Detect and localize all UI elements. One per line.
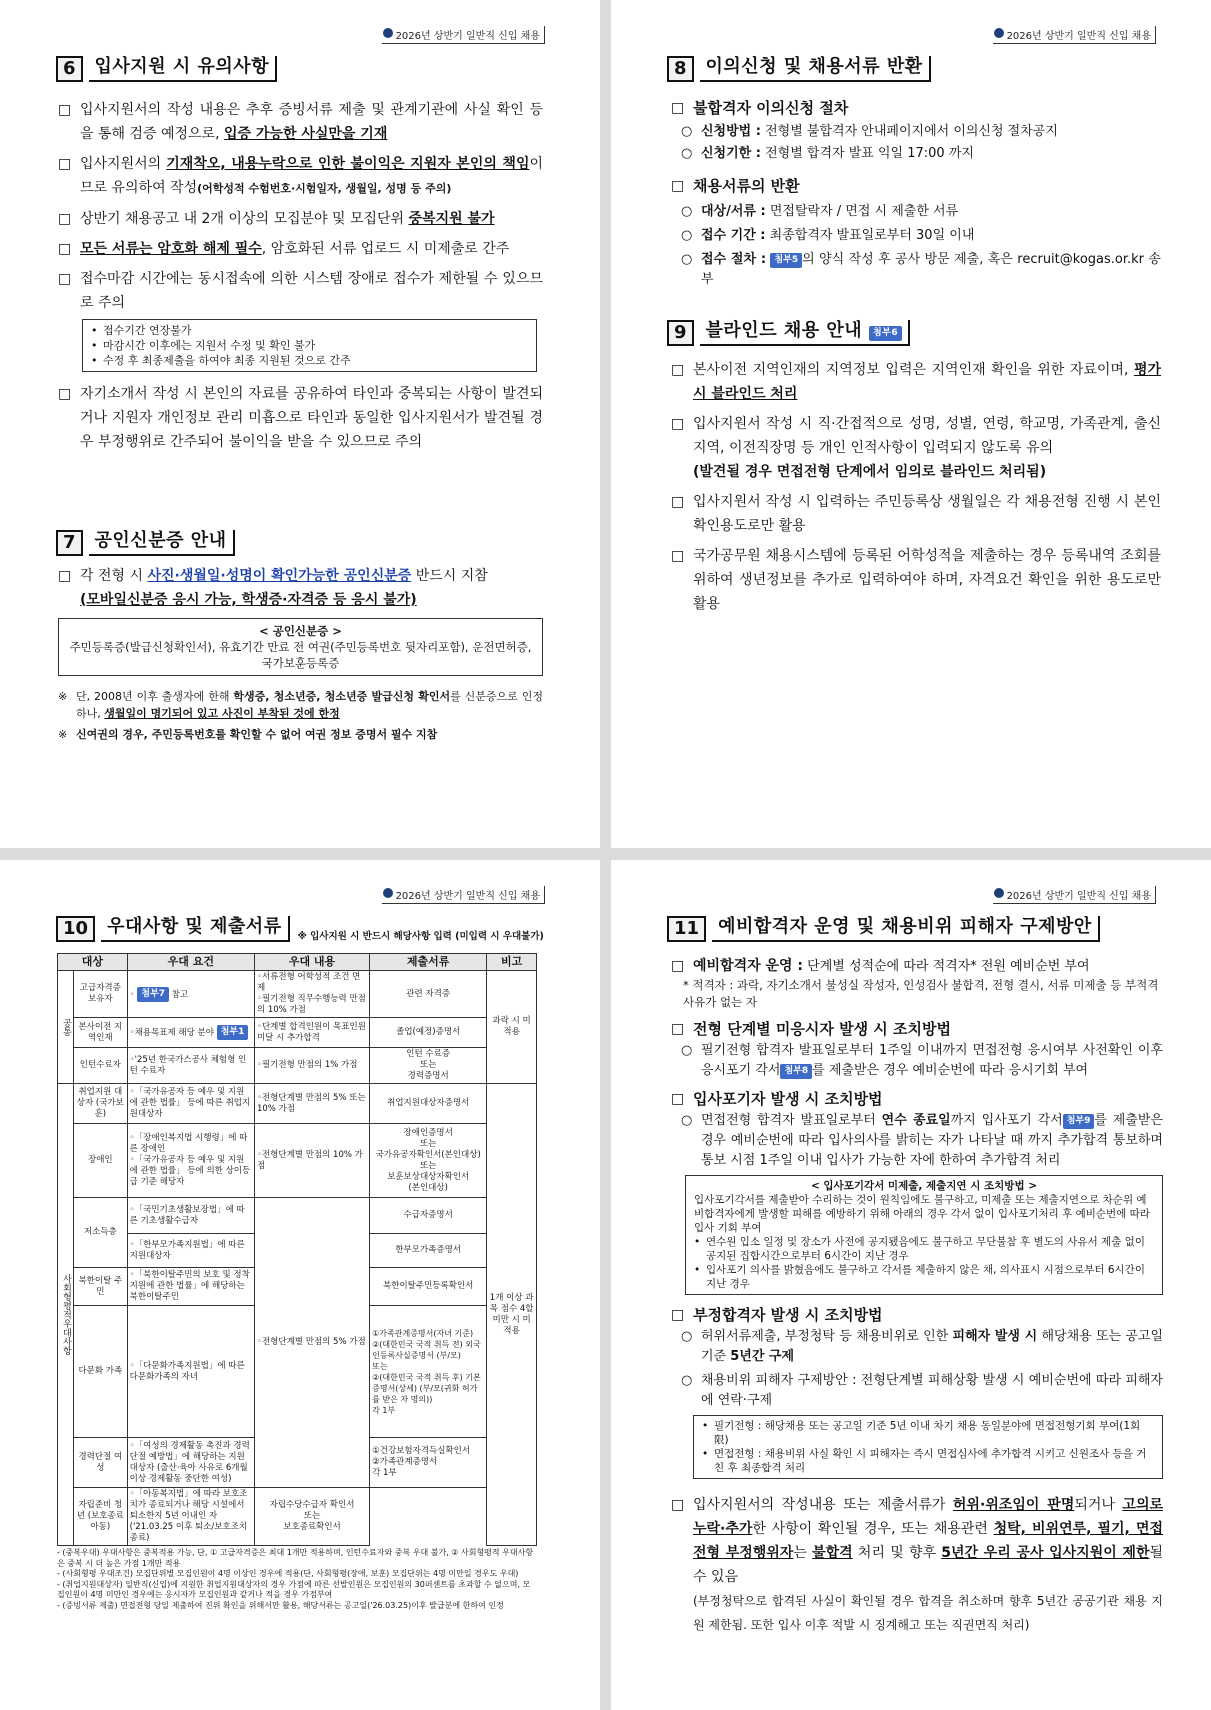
text-emph: 평가 시 블라인드 처리 xyxy=(693,362,1161,402)
text: 입사지원서의 작성 내용은 추후 증빙서류 제출 및 관계기관에 사실 확인 등을 통해 검증 예정으로, xyxy=(80,102,543,142)
table-header-row xyxy=(58,954,537,971)
text-emph: 사진·생월일·성명이 확인가능한 공인신분증 xyxy=(147,568,412,584)
text-emph: 5년간 구제 xyxy=(730,1349,795,1364)
table-row xyxy=(58,1018,537,1048)
table-row xyxy=(58,971,537,1018)
document-cell: 장애인증명서 또는 국가유공자확인서(본인대상) 또는 보훈보상대상자확인서 (본인대상) xyxy=(370,1124,487,1198)
section-6-body xyxy=(58,98,543,460)
column-header: 우대 내용 xyxy=(254,954,369,971)
column-header: 제출서류 xyxy=(370,954,487,971)
text: 전형 단계별 미응시자 발생 시 조치방법 xyxy=(693,1020,951,1038)
text: 입사지원서 작성 시 직·간접적으로 성명, 성별, 연령, 학교명, 가족관계, 출신지역, 이전직장명 등 개인 인적사항이 입력되지 않도록 유의 xyxy=(693,416,1161,456)
sub-heading xyxy=(671,1017,1163,1041)
document-cell: 북한이탈주민등록확인서 xyxy=(370,1268,487,1306)
table-footnotes xyxy=(57,1548,537,1611)
box-title: < 입사포기각서 미제출, 제출지연 시 조치방법 > xyxy=(810,1180,1038,1192)
table-row xyxy=(58,1048,537,1084)
section-title: 예비합격자 운영 및 채용비위 피해자 구제방안 xyxy=(712,916,1100,942)
text-emph: (모바일신분증 응시 가능, 학생증·자격증 등 응시 불가) xyxy=(80,592,417,608)
page-2 xyxy=(611,0,1211,848)
section-7-body xyxy=(58,564,543,747)
text-emph: (발견될 경우 면접전형 단계에서 임의로 블라인드 처리됨) xyxy=(693,464,1047,480)
text: 채용서류의 반환 xyxy=(693,177,800,195)
attachment-tag: 첨부9 xyxy=(1063,1114,1095,1129)
page-3 xyxy=(0,860,600,1710)
list-item xyxy=(681,1371,1163,1411)
section-10-heading xyxy=(56,916,544,942)
group-label: 사회형평적우대사항 xyxy=(58,1084,74,1546)
list-item xyxy=(58,237,543,261)
benefit-cell: ◦단계별 합격인원이 목표인원 미달 시 추가합격 xyxy=(254,1018,369,1048)
section-6-heading xyxy=(56,56,277,82)
text: 면접전형 합격자 발표일로부터 xyxy=(701,1113,882,1128)
section-title: 이의신청 및 채용서류 반환 xyxy=(700,56,931,82)
notice-box xyxy=(82,319,537,372)
section-title: 입사지원 시 유의사항 xyxy=(89,56,278,82)
box-title: < 공인신분증 > xyxy=(259,624,342,638)
page-1 xyxy=(0,0,600,848)
header-label: 2026년 상반기 일반직 신입 채용 xyxy=(382,26,545,44)
list-item: • 마감시간 이후에는 지원서 수정 및 확인 불가 xyxy=(91,338,528,353)
list-item xyxy=(681,202,1161,222)
preference-table xyxy=(57,953,537,1546)
list-item xyxy=(681,122,1161,142)
list-item xyxy=(681,250,1161,290)
group-label: 공통 xyxy=(58,971,74,1084)
note: (부정청탁으로 합격된 사실이 확인될 경우 합격을 취소하며 향후 5년간 공공기관 채용 지원 제한됨. 또한 입사 이후 적발 시 징계해고 또는 직권면직 처리) xyxy=(693,1594,1163,1632)
text: 처리 및 향후 xyxy=(852,1545,942,1561)
text: 채용비위 피해자 구제방안 : 전형단계별 피해상황 발생 시 예비순번에 따라 피해자에 연락·구제 xyxy=(701,1373,1163,1408)
section-number: 6 xyxy=(56,56,83,82)
benefit-cell: ◦전형단계별 만점의 10% 가점 xyxy=(254,1124,369,1198)
target-cell: 북한이탈 주민 xyxy=(74,1268,128,1306)
attachment-tag: 첨부8 xyxy=(780,1064,812,1079)
requirement-cell: ◦「북한이탈주민의 보호 및 정착지원에 관한 법률」에 해당하는 북한이탈주민 xyxy=(127,1268,254,1306)
text: ◦채용목표제 해당 분야 xyxy=(129,1028,217,1038)
id-card-box xyxy=(58,618,543,676)
text-emph: 피해자 발생 시 xyxy=(952,1329,1038,1344)
text: 자기소개서 작성 시 본인의 자료를 공유하여 타인과 중복되는 사항이 발견되거나 지원자 개인정보 관리 미흡으로 타인과 동일한 입사지원서가 발견될 경우 부정행위로 간주되어 불이익을 받을 수 있으므로 주의 xyxy=(80,386,543,450)
list-item xyxy=(681,1327,1163,1367)
section-11-heading xyxy=(667,916,1100,942)
list-item: • 면접전형 : 채용비위 사실 확인 시 피해자는 즉시 면접심사에 추가합격 시키고 신원조사 등을 거친 후 최종합격 처리 xyxy=(702,1447,1154,1475)
notice-box xyxy=(685,1175,1163,1295)
label: 신청기한 : xyxy=(701,146,761,161)
list-item xyxy=(681,144,1161,164)
section-8-body xyxy=(671,96,1161,294)
list-item xyxy=(681,1041,1163,1081)
remark-cell: 과락 시 미적용 xyxy=(487,971,537,1084)
column-header: 대상 xyxy=(58,954,128,971)
note xyxy=(58,726,543,743)
table-row xyxy=(58,1084,537,1124)
section-8-heading xyxy=(667,56,931,82)
list-item xyxy=(681,226,1161,246)
text-emph: 생월일이 명기되어 있고 사진이 부착된 것에 한정 xyxy=(104,707,340,720)
list-item xyxy=(58,207,543,231)
text: 최종합격자 발표일로부터 30일 이내 xyxy=(769,228,975,243)
section-9-heading xyxy=(667,320,910,346)
text: 각 전형 시 xyxy=(80,568,148,584)
note-mark: ※ xyxy=(58,728,68,741)
text: 전형별 합격자 발표 익일 17:00 까지 xyxy=(765,146,974,161)
requirement-cell: ◦「다문화가족지원법」에 따른 다문화가족의 자녀 xyxy=(127,1306,254,1438)
text-emph: 고의로 누락·추가 xyxy=(693,1497,1163,1537)
table-row xyxy=(58,1198,537,1234)
text: 부정합격자 발생 시 조치방법 xyxy=(693,1306,883,1324)
column-header: 우대 요건 xyxy=(127,954,254,971)
requirement-cell: ◦「한부모가족지원법」에 따른 지원대상자 xyxy=(127,1234,254,1268)
box-body: 입사포기각서를 제출받아 수리하는 것이 원칙임에도 불구하고, 미제출 또는 제출지연으로 차순위 예비합격자에게 발생할 피해를 예방하기 위해 아래의 경우 각서 없이 입사포기처리 후 예비순번에 따라 입사 기회 부여 xyxy=(694,1194,1150,1234)
list-item xyxy=(58,564,543,612)
requirement-cell: ◦'25년 한국가스공사 체험형 인턴 수료자 xyxy=(127,1048,254,1084)
target-cell: 경력단절 여성 xyxy=(74,1438,128,1488)
document-cell: 수급자증명서 xyxy=(370,1198,487,1234)
target-cell: 인턴수료자 xyxy=(74,1048,128,1084)
section-number: 8 xyxy=(667,56,694,82)
footnote: - (중복우대) 우대사항은 중복적용 가능, 단, ① 고급자격증은 최대 1개만 적용하며, 인턴수료자와 중복 우대 불가, ② 사회형평적 우대사항은 중복 시 더 높은 가점 1개만 적용 xyxy=(57,1548,534,1568)
table-row xyxy=(58,1124,537,1198)
label: 대상/서류 : xyxy=(701,204,766,219)
label: 예비합격자 운영 : xyxy=(693,958,804,974)
target-cell: 취업지원 대상자 (국가보훈) xyxy=(74,1084,128,1124)
target-cell: 본사이전 지역인재 xyxy=(74,1018,128,1048)
attachment-tag: 첨부7 xyxy=(137,987,169,1002)
list-item xyxy=(671,1493,1163,1637)
text: 입사지원서의 xyxy=(80,156,167,172)
text: 국가공무원 채용시스템에 등록된 어학성적을 제출하는 경우 등록내역 조회를 위하여 생년정보를 추가로 입력하여야 하며, 자격요건 확인을 위한 용도로만 활용 xyxy=(693,548,1161,612)
remark-cell: 1개 이상 과목 점수 4할미만 시 미적용 xyxy=(487,1084,537,1546)
requirement-cell: ◦「아동복지법」에 따라 보호조치가 종료되거나 해당 시설에서 퇴소한지 5년 이내인 자 ('21.03.25 이후 퇴소/보호조치 종료) xyxy=(127,1488,254,1546)
section-subtitle: ※ 입사지원 시 반드시 해당사항 입력 (미입력 시 우대불가) xyxy=(297,931,544,942)
text: 접수마감 시간에는 동시접속에 의한 시스템 장애로 접수가 제한될 수 있으므로 주의 xyxy=(80,271,543,311)
benefit-cell: ◦필기전형 만점의 1% 가점 xyxy=(254,1048,369,1084)
header-label: 2026년 상반기 일반직 신입 채용 xyxy=(993,26,1156,44)
document-cell: ①건강보험자격득실확인서 ②가족관계증명서 각 1부 xyxy=(370,1438,487,1488)
text: 는 xyxy=(793,1545,813,1561)
text: 상반기 채용공고 내 2개 이상의 모집분야 및 모집단위 xyxy=(80,211,409,227)
document-cell: 자립수당수급자 확인서 또는 보호종료확인서 xyxy=(254,1488,369,1546)
list-item xyxy=(671,358,1161,406)
section-title: 공인신분증 안내 xyxy=(89,530,235,556)
text: 면접탈락자 / 면접 시 제출한 서류 xyxy=(769,204,959,219)
header-label: 2026년 상반기 일반직 신입 채용 xyxy=(382,886,545,904)
target-cell: 장애인 xyxy=(74,1124,128,1198)
preference-table-wrap xyxy=(57,953,537,1611)
text-emph: 모든 서류는 암호화 해제 필수 xyxy=(80,241,262,257)
label: 신청방법 : xyxy=(701,124,761,139)
text: , 암호화된 서류 업로드 시 미제출로 간주 xyxy=(261,241,510,257)
text: 참고 xyxy=(169,989,189,1000)
target-cell: 다문화 가족 xyxy=(74,1306,128,1438)
text-emph: (어학성적 수험번호·시험일자, 생월일, 성명 등 주의) xyxy=(197,182,452,195)
text: 의 양식 작성 후 공사 방문 제출, 혹은 recruit@kogas.or.kr 송부 xyxy=(701,252,1161,287)
requirement-cell: ◦「여성의 경제활동 촉진과 경력단절 예방법」에 해당하는 지원대상자 (출산·육아 사유로 6개월 이상 경제활동 중단한 여성) xyxy=(127,1438,254,1488)
note-mark: ※ xyxy=(58,690,68,703)
text: 단, 2008년 이후 출생자에 한해 xyxy=(76,690,234,703)
note: * 적격자 : 과락, 자기소개서 불성실 작성자, 인성검사 불합격, 전형 결시, 서류 미제출 등 부적격 사유가 없는 자 xyxy=(683,978,1159,1009)
document-cell: 관련 자격증 xyxy=(370,971,487,1018)
section-title xyxy=(700,320,911,346)
text: 를 제출받은 경우 예비순번에 따라 응시기회 부여 xyxy=(812,1063,1089,1078)
sub-heading xyxy=(671,1303,1163,1327)
sub-heading xyxy=(671,1087,1163,1111)
header-label: 2026년 상반기 일반직 신입 채용 xyxy=(993,886,1156,904)
list-item xyxy=(671,544,1161,616)
text: 한 사항이 확인될 경우, 또는 채용관련 xyxy=(752,1521,994,1537)
text: 블라인드 채용 안내 xyxy=(705,320,863,341)
target-cell: 저소득층 xyxy=(74,1198,128,1268)
footnote: - (증빙서류 제출) 면접전형 당일 제출하여 진위 확인을 위해서만 활용, 해당서류는 공고일('26.03.25)이후 발급분에 한하여 인정 xyxy=(57,1600,504,1610)
section-title xyxy=(101,916,290,942)
page-4 xyxy=(611,860,1211,1710)
attachment-tag: 첨부6 xyxy=(869,326,902,341)
text: 단계별 성적순에 따라 적격자* 전원 예비순번 부여 xyxy=(803,959,1090,974)
list-item xyxy=(58,267,543,315)
sub-heading xyxy=(671,96,1161,120)
text: 입사지원서 작성 시 입력하는 주민등록상 생월일은 각 채용전형 진행 시 본인 확인용도로만 활용 xyxy=(693,494,1161,534)
text: 필기전형 합격자 발표일로부터 1주일 이내까지 면접전형 응시여부 사전확인 이후 응시포기 각서 xyxy=(701,1043,1163,1078)
text: 전형별 불합격자 안내페이지에서 이의신청 절차공지 xyxy=(765,124,1058,139)
list-item xyxy=(671,412,1161,484)
text: 불합격자 이의신청 절차 xyxy=(693,99,849,117)
benefit-cell: ◦전형단계별 만점의 5% 또는 10% 가점 xyxy=(254,1084,369,1124)
text: 까지 입사포기 각서 xyxy=(950,1113,1063,1128)
text-emph: 중복지원 불가 xyxy=(408,211,495,227)
text: 를 신분증으로 인정하나, xyxy=(76,690,543,720)
benefit-cell: ◦전형단계별 만점의 5% 가점 xyxy=(254,1198,369,1488)
text-emph: 학생증, 청소년증, 청소년증 발급신청 확인서 xyxy=(233,690,451,703)
text: 해당채용 또는 공고일 기준 xyxy=(701,1329,1164,1364)
footnote: - (취업지원대상자) 일반직(신입)에 지원한 취업지원대상자의 경우 가점에 따른 선발인원은 모집인원의 30퍼센트를 초과할 수 없으며, 모집인원이 4명 미만인 경우에는 응시자가 모집인원과 같거나 적을 경우 가점부여 xyxy=(57,1579,531,1599)
benefit-cell: ◦서류전형 어학성적 조건 면제 ◦필기전형 직무수행능력 만점의 10% 가점 xyxy=(254,971,369,1018)
section-number: 7 xyxy=(56,530,83,556)
requirement-cell xyxy=(127,1018,254,1048)
list-item: • 연수원 입소 일정 및 장소가 사전에 공지됐음에도 불구하고 무단불참 후 별도의 사유서 제출 없이 공지된 집합시간으로부터 6시간이 지난 경우 xyxy=(694,1235,1154,1263)
text: 되거나 xyxy=(1074,1497,1123,1513)
text-emph: 신여권의 경우, 주민등록번호를 확인할 수 없어 여권 정보 증명서 필수 지참 xyxy=(76,728,438,741)
note xyxy=(58,688,543,722)
text: 반드시 지참 xyxy=(411,568,488,584)
text-emph: 청탁, 비위연루, 필기, 면접전형 부정행위자 xyxy=(693,1521,1163,1561)
list-item: • 필기전형 : 해당채용 또는 공고일 기준 5년 이내 차기 채용 동일분야에 면접전형기회 부여(1회 限) xyxy=(702,1419,1154,1447)
column-header: 비고 xyxy=(487,954,537,971)
document-cell: 졸업(예정)증명서 xyxy=(370,1018,487,1048)
text: 될 수 있음 xyxy=(693,1545,1163,1585)
text: 를 제출받은 경우 예비순번에 따라 입사의사를 밝히는 자가 나타날 때 까지 추가합격 통보하며 통보 시점 1주일 이내 입사가 가능한 자에 한하여 추가합격 처리 xyxy=(701,1113,1163,1168)
list-item: • 수정 후 최종제출을 하여야 최종 지원된 것으로 간주 xyxy=(91,353,528,368)
remedy-box xyxy=(693,1415,1163,1479)
box-body: 주민등록증(발급신청확인서), 유효기간 만료 전 여권(주민등록번호 뒷자리포함), 운전면허증, 국가보훈등록증 xyxy=(69,640,532,670)
text: 입사지원서의 작성내용 또는 제출서류가 xyxy=(693,1497,953,1513)
section-number: 11 xyxy=(667,916,706,942)
requirement-cell: ◦「국민기초생활보장법」에 따른 기초생활수급자 xyxy=(127,1198,254,1234)
list-item xyxy=(681,1111,1163,1171)
target-cell: 고급자격증 보유자 xyxy=(74,971,128,1018)
label: 접수 기간 : xyxy=(701,228,766,243)
document-cell: 한부모가족증명서 xyxy=(370,1234,487,1268)
target-cell: 자립준비 청년 (보호종료 아동) xyxy=(74,1488,128,1546)
section-number: 10 xyxy=(56,916,95,942)
list-item xyxy=(58,98,543,146)
section-9-body xyxy=(671,358,1161,622)
text: 본사이전 지역인재의 지역정보 입력은 지역인재 확인을 위한 자료이며, xyxy=(693,362,1134,378)
text-emph: 기재착오, 내용누락으로 인한 불이익은 지원자 본인의 책임 xyxy=(166,156,530,172)
document-cell: ①가족관계증명서(자녀 기준) ②(대한민국 국적 취득 전) 외국인등록사실증명서 (부/모) 또는 ②(대한민국 국적 취득 후) 기본증명서(상세) (부/모(귀화 허가를 받은 자 명의)) 각 1부 xyxy=(370,1306,487,1438)
document-cell: 인턴 수료증 또는 경력증명서 xyxy=(370,1048,487,1084)
attachment-tag: 첨부1 xyxy=(217,1025,249,1040)
requirement-cell: ◦「장애인복지법 시행령」에 따른 장애인 ◦「국가유공자 등 예우 및 지원에 관한 법률」 등에 의한 상이등급 기준 해당자 xyxy=(127,1124,254,1198)
list-item xyxy=(671,956,1163,977)
section-number: 9 xyxy=(667,320,694,346)
section-11-body xyxy=(671,956,1163,1643)
text-emph: 불합격 xyxy=(812,1545,853,1561)
text: 이므로 유의하여 작성 xyxy=(80,156,543,196)
sub-heading xyxy=(671,174,1161,198)
label: 접수 절차 : xyxy=(701,252,767,267)
text-emph: 허위·위조임이 판명 xyxy=(952,1497,1075,1513)
text: 우대사항 및 제출서류 xyxy=(107,916,282,937)
section-7-heading xyxy=(56,530,235,556)
list-item: • 접수기간 연장불가 xyxy=(91,323,528,338)
footnote: - (사회형평 우대조건) 모집단위별 모집인원이 4명 이상인 경우에 적용(단, 사회형평(장애, 보훈) 모집단위는 4명 미만일 경우도 우대) xyxy=(57,1569,519,1578)
document-cell: 취업지원대상자증명서 xyxy=(370,1084,487,1124)
text: 허위서류제출, 부정청탁 등 채용비위로 인한 xyxy=(701,1329,953,1344)
text-emph: 5년간 우리 공사 입사지원이 제한 xyxy=(941,1545,1150,1561)
text: 입사포기자 발생 시 조치방법 xyxy=(693,1090,883,1108)
attachment-tag: 첨부5 xyxy=(770,253,802,268)
list-item: • 입사포기 의사를 밝혔음에도 불구하고 각서를 제출하지 않은 채, 의사표시 시점으로부터 6시간이 지난 경우 xyxy=(694,1263,1154,1291)
list-item xyxy=(58,382,543,454)
text-emph: 연수 종료일 xyxy=(881,1113,951,1128)
requirement-cell: ◦「국가유공자 등 예우 및 지원에 관한 법률」 등에 따른 취업지원대상자 xyxy=(127,1084,254,1124)
list-item xyxy=(671,490,1161,538)
text-emph: 입증 가능한 사실만을 기재 xyxy=(223,126,388,142)
list-item xyxy=(58,152,543,201)
table-row xyxy=(58,1488,537,1546)
requirement-cell: ◦ 첨부7 참고 xyxy=(127,971,254,1018)
